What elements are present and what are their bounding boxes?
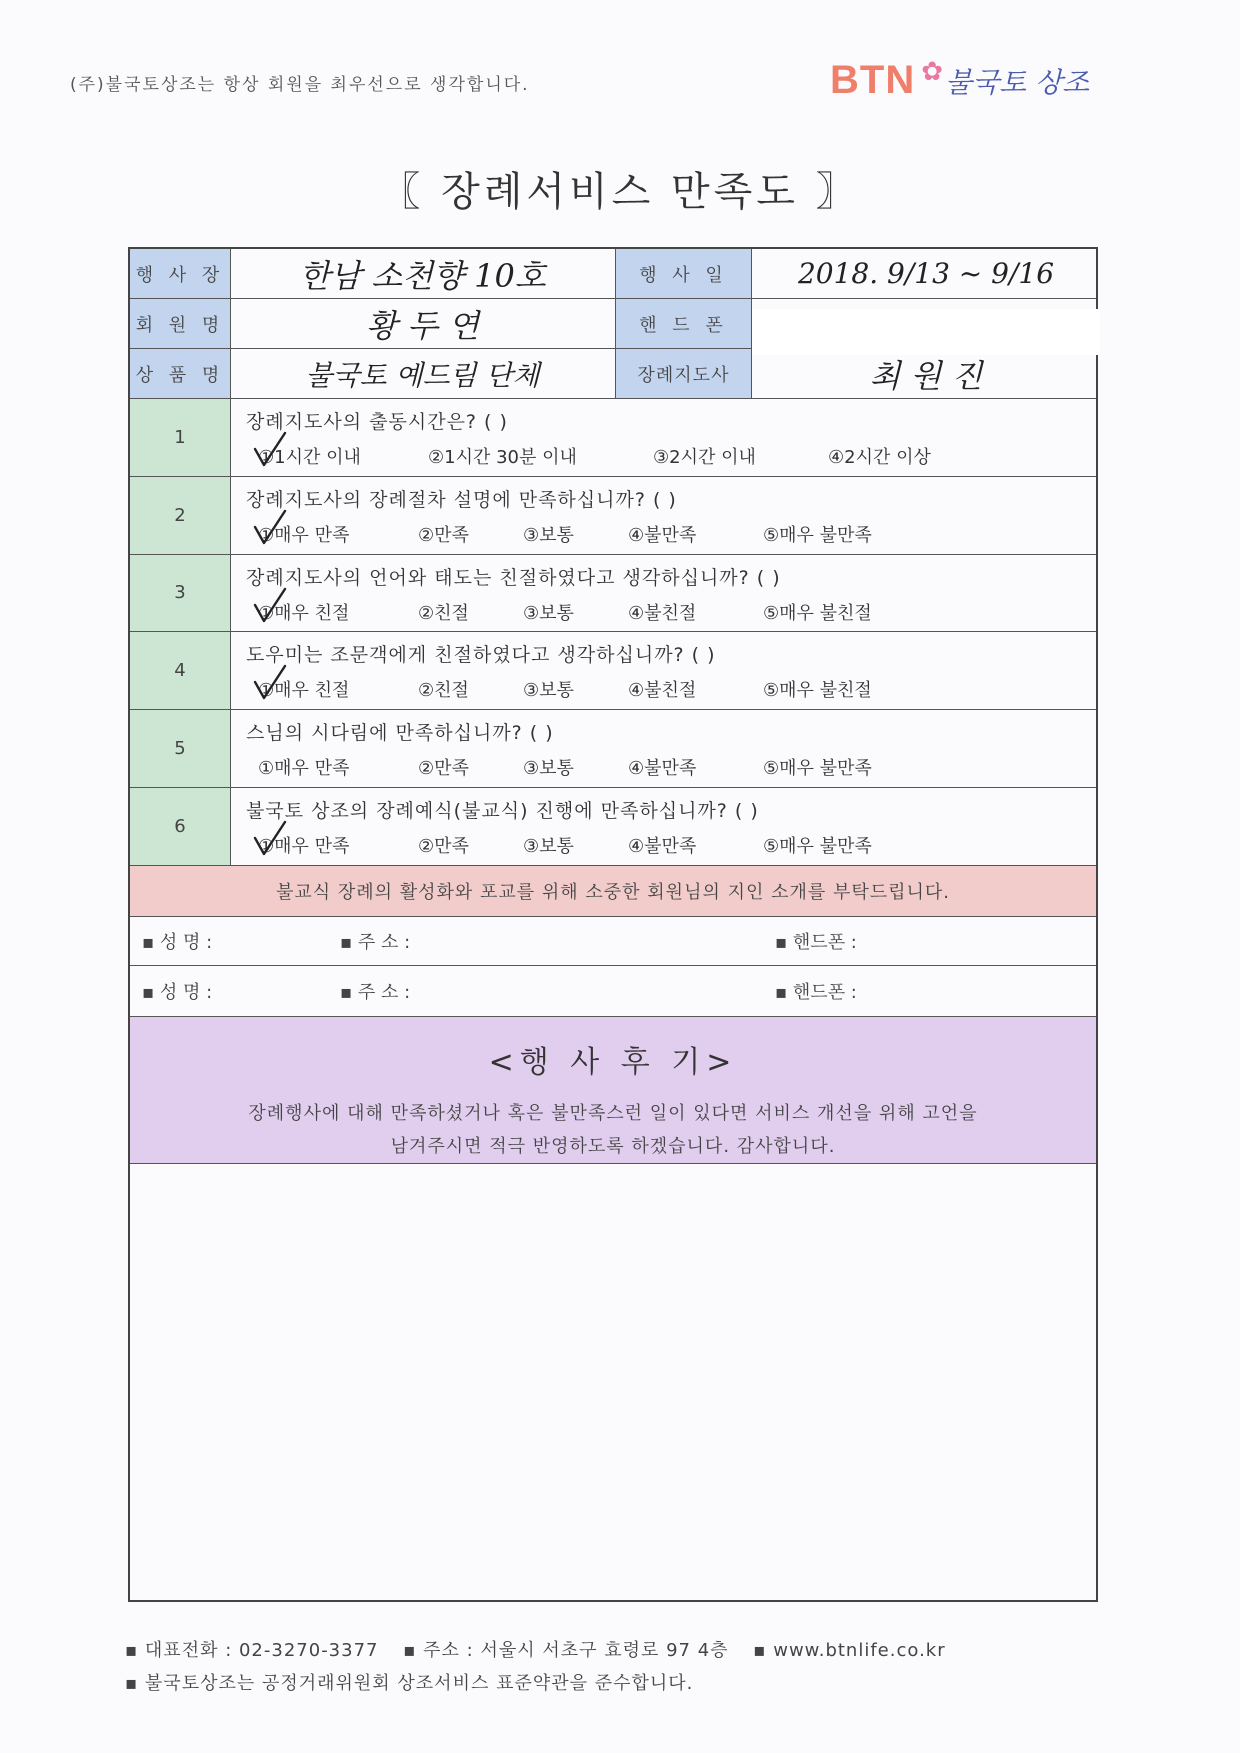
slogan: (주)불국토상조는 항상 회원을 최우선으로 생각합니다. [70,75,530,95]
director-value[interactable]: 최 원 진 [869,356,983,395]
question-text: 스님의 시다림에 만족하십니까? ( ) [246,722,554,745]
answer-option[interactable]: ④2시간 이상 [828,447,931,468]
referral-name-label: ▪ 성 명 : [142,982,213,1003]
product-value[interactable]: 불국토 예드림 단체 [230,349,616,398]
review-writing-area[interactable] [130,1164,1096,1600]
referral-notice: 불교식 장례의 활성화와 포교를 위해 소중한 회원님의 지인 소개를 부탁드립니다. [130,866,1096,917]
answer-option[interactable]: ③보통 [523,836,574,857]
answer-option[interactable]: ④불만족 [628,524,697,546]
referral-name-label: ▪ 성 명 : [142,931,213,953]
checkmark-icon [252,587,288,627]
logo-btn-text: BTN [830,58,916,102]
answer-option[interactable]: ⑤매우 불만족 [763,524,872,546]
phone-label: 핸 드 폰 [616,299,752,348]
referral-address-label: ▪ 주 소 : [340,931,411,953]
referral-row-2 [130,966,1096,1017]
checkmark-icon [252,820,288,860]
answer-option[interactable]: ①매우 만족 [258,524,350,546]
info-row-product [130,349,1096,399]
answer-option[interactable]: ①매우 만족 [258,758,350,780]
question-row [130,399,1096,477]
answer-option[interactable]: ④불친절 [628,602,697,624]
answer-option[interactable]: ③보통 [523,680,574,702]
question-row [130,477,1096,555]
answer-option[interactable]: ①매우 친절 [258,602,350,624]
question-number: 4 [130,632,231,709]
question-row [130,788,1096,866]
referral-row-1 [130,916,1096,966]
question-number: 6 [130,788,231,865]
flower-icon: ✿ [921,56,944,87]
answer-option[interactable]: ②만족 [418,836,469,857]
referral-phone-label: ▪ 핸드폰 : [775,931,857,953]
question-text: 장례지도사의 언어와 태도는 친절하였다고 생각하십니까? ( ) [246,566,781,589]
question-number: 5 [130,710,231,787]
answer-option[interactable]: ⑤매우 불친절 [763,680,872,702]
answer-option[interactable]: ④불친절 [628,680,697,702]
review-title: <행 사 후 기> [488,1045,738,1080]
answer-option[interactable]: ②1시간 30분 이내 [428,447,577,468]
info-row-venue [130,249,1096,299]
checkmark-icon [252,431,288,471]
question-row [130,632,1096,710]
checkmark-icon [252,664,288,704]
company-logo [830,58,1089,103]
answer-option[interactable]: ⑤매우 불만족 [763,836,872,857]
review-line-1: 장례행사에 대해 만족하셨거나 혹은 불만족스런 일이 있다면 서비스 개선을 위해 고언을 [248,1103,978,1124]
answer-option[interactable]: ①매우 만족 [258,836,350,857]
logo-company-name: 불국토 상조 [945,65,1090,99]
question-row [130,555,1096,633]
product-label: 상 품 명 [130,349,231,398]
question-number: 1 [130,399,231,476]
question-text: 도우미는 조문객에게 친절하였다고 생각하십니까? ( ) [246,644,716,667]
review-header [130,1017,1096,1164]
footer-phone: ▪ 대표전화 : 02-3270-3377 [125,1640,379,1661]
checkmark-icon [252,509,288,549]
answer-option[interactable]: ②만족 [418,524,469,546]
venue-value[interactable]: 한남 소천향 10호 [230,249,616,298]
survey-form [128,247,1098,1602]
answer-option[interactable]: ③보통 [523,524,574,546]
answer-option[interactable]: ④불만족 [628,836,697,857]
question-number: 2 [130,477,231,554]
review-instructions [170,1097,1056,1163]
member-label: 회 원 명 [130,299,231,348]
answer-option[interactable]: ①1시간 이내 [258,447,361,468]
member-value[interactable]: 황 두 연 [230,299,616,348]
footer-address: ▪ 주소 : 서울시 서초구 효령로 97 4층 [403,1640,729,1661]
referral-phone-label: ▪ 핸드폰 : [775,982,857,1003]
answer-option[interactable]: ①매우 친절 [258,680,350,702]
date-label: 행 사 일 [616,249,752,298]
review-line-2: 남겨주시면 적극 반영하도록 하겠습니다. 감사합니다. [390,1136,836,1157]
question-text: 장례지도사의 출동시간은? ( ) [246,411,508,433]
answer-option[interactable]: ③2시간 이내 [653,447,756,468]
question-number: 3 [130,555,231,632]
date-value[interactable]: 2018. 9/13 ~ 9/16 [797,257,1055,290]
director-label: 장례지도사 [616,349,752,398]
answer-option[interactable]: ②만족 [418,758,469,780]
answer-option[interactable]: ②친절 [418,680,469,702]
answer-option[interactable]: ④불만족 [628,758,697,780]
referral-address-label: ▪ 주 소 : [340,982,411,1003]
answer-option[interactable]: ③보통 [523,758,574,780]
answer-option[interactable]: ③보통 [523,602,574,624]
venue-label: 행 사 장 [130,249,231,298]
question-text: 불국토 상조의 장례예식(불교식) 진행에 만족하십니까? ( ) [246,800,759,822]
answer-option[interactable]: ⑤매우 불친절 [763,602,872,624]
footer-contact [125,1636,964,1662]
footer-notice: ▪ 불국토상조는 공정거래위원회 상조서비스 표준약관을 준수합니다. [125,1673,694,1694]
page-title: 〖 장례서비스 만족도 〗 [380,169,860,215]
footer-website[interactable]: ▪ www.btnlife.co.kr [753,1640,946,1661]
answer-option[interactable]: ⑤매우 불만족 [763,758,872,780]
question-row [130,710,1096,788]
question-text: 장례지도사의 장례절차 설명에 만족하십니까? ( ) [246,488,677,511]
answer-option[interactable]: ②친절 [418,602,469,624]
